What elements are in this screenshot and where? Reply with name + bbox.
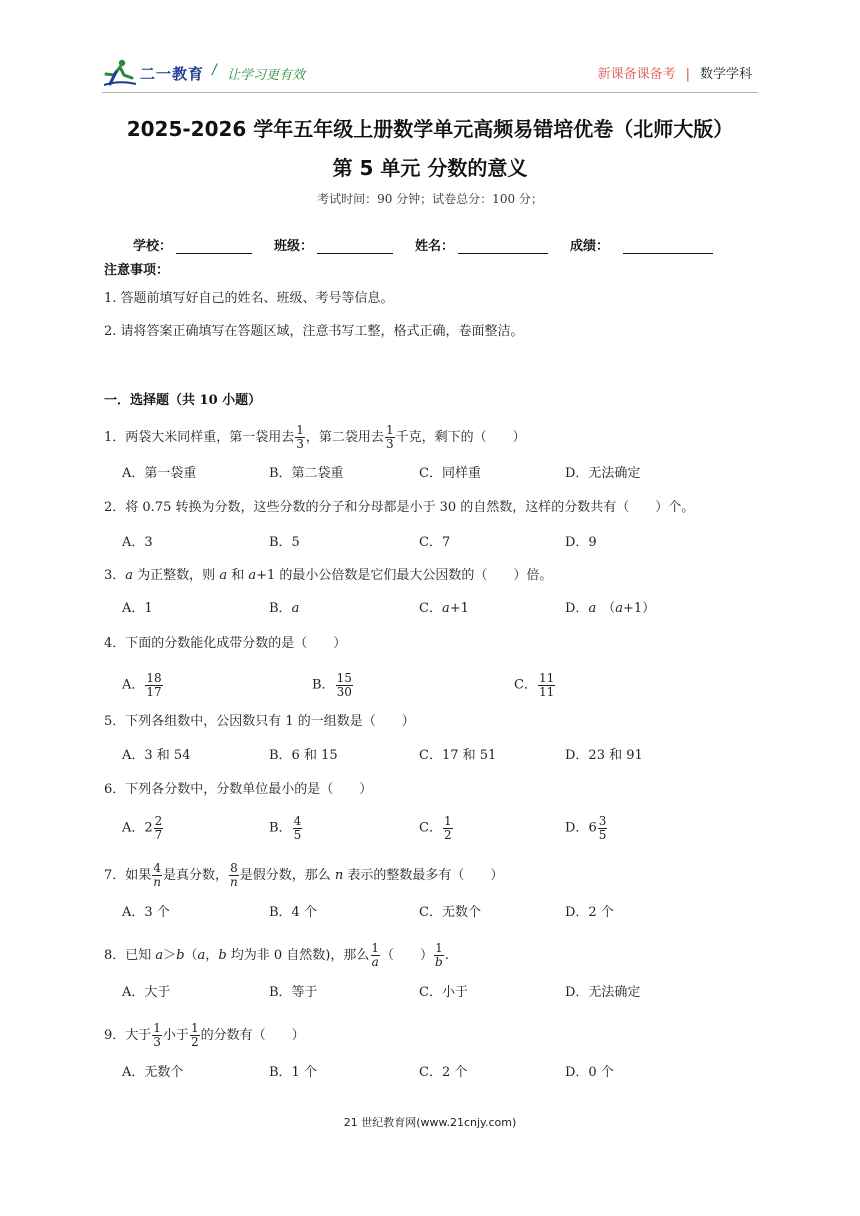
notice-title: 注意事项：: [104, 263, 170, 278]
option-a[interactable]: A．2 $\frac{2}{7}$: [122, 814, 163, 842]
question-4: 4．下面的分数能化成带分数的是（ ）: [104, 636, 347, 651]
option-b[interactable]: B．4 个: [269, 905, 317, 920]
brand-logo: [102, 58, 342, 90]
question-3: 3．a 为正整数，则 a 和 a+1 的最小公倍数是它们最大公因数的（ ）倍。: [104, 568, 553, 583]
option-b[interactable]: B． $\frac{4}{5}$: [269, 814, 302, 842]
option-d[interactable]: D．a （a+1）: [565, 601, 656, 616]
option-b[interactable]: B．a: [269, 601, 300, 616]
name-label: 姓名：: [415, 239, 455, 254]
option-c[interactable]: C．17 和 51: [419, 748, 497, 763]
question-8: 8．已知 a＞b（a，b 均为非 0 自然数)，那么 $\frac{1}{a}$ （ ） $\frac{1}{b}$ .: [104, 941, 449, 969]
option-b[interactable]: B． $\frac{15}{30}$: [312, 671, 352, 699]
question-3-options: [122, 597, 762, 621]
option-c[interactable]: C． $\frac{1}{2}$: [419, 814, 452, 842]
header-right: [598, 63, 752, 82]
student-info-fields: [133, 235, 735, 254]
option-a[interactable]: A．第一袋重: [122, 466, 197, 481]
class-field[interactable]: [274, 235, 393, 254]
school-label: 学校：: [133, 239, 173, 254]
option-a[interactable]: A．3 个: [122, 905, 170, 920]
option-a[interactable]: A． $\frac{18}{17}$: [122, 671, 162, 699]
question-5: 5．下列各组数中，公因数只有 1 的一组数是（ ）: [104, 714, 415, 729]
question-6: 6．下列各分数中，分数单位最小的是（ ）: [104, 782, 373, 797]
fraction: $\frac{1}{3}$: [385, 423, 394, 451]
slogan: 让学习更有效: [227, 68, 306, 83]
notice-item: 1. 答题前填写好自己的姓名、班级、考号等信息。: [104, 291, 394, 306]
logo-text: 二一教育: [140, 65, 205, 83]
option-b[interactable]: B．1 个: [269, 1065, 317, 1080]
option-a[interactable]: A．1: [122, 601, 153, 616]
question-7-options: [122, 901, 762, 925]
option-b[interactable]: B．第二袋重: [269, 466, 344, 481]
unit-title: 第 5 单元 分数的意义: [332, 156, 528, 180]
header-divider: [102, 92, 758, 93]
option-c[interactable]: C．2 个: [419, 1065, 468, 1080]
option-c[interactable]: C．7: [419, 535, 451, 550]
question-8-options: [122, 981, 762, 1005]
page-title: 2025-2026 学年五年级上册数学单元高频易错培优卷（北师大版）: [126, 117, 734, 141]
option-d[interactable]: D．6 $\frac{3}{5}$: [565, 814, 607, 842]
name-field[interactable]: [415, 235, 548, 254]
question-5-options: [122, 744, 762, 768]
score-field[interactable]: [570, 235, 713, 254]
option-c[interactable]: C． $\frac{11}{11}$: [514, 671, 555, 699]
header-tag-prep: 新课备课备考: [597, 67, 676, 82]
question-1: 1．两袋大米同样重，第一袋用去 $\frac{1}{3}$ ，第二袋用去 $\frac{1}{3}$ 千克，剩下的（ ）: [104, 423, 526, 451]
fraction: $\frac{1}{3}$: [296, 423, 304, 451]
option-a[interactable]: A．大于: [122, 985, 171, 1000]
option-a[interactable]: A．无数个: [122, 1065, 184, 1080]
exam-info: 考试时间：90 分钟；试卷总分：100 分；: [317, 192, 543, 206]
question-9-options: [122, 1061, 762, 1085]
option-d[interactable]: D．9: [565, 535, 597, 550]
question-4-options: [122, 672, 762, 704]
option-c[interactable]: C．小于: [419, 985, 468, 1000]
class-label: 班级：: [274, 239, 314, 254]
option-c[interactable]: C．同样重: [419, 466, 481, 481]
option-b[interactable]: B．5: [269, 535, 300, 550]
school-blank[interactable]: [176, 239, 252, 254]
school-field[interactable]: [133, 235, 252, 254]
option-c[interactable]: C．无数个: [419, 905, 481, 920]
option-c[interactable]: C．a+1: [419, 601, 469, 616]
option-d[interactable]: D．23 和 91: [565, 748, 643, 763]
question-2: 2．将 0.75 转换为分数，这些分数的分子和分母都是小于 30 的自然数，这样的分数共有（ ）个。: [104, 500, 695, 515]
score-label: 成绩：: [570, 239, 610, 254]
option-a[interactable]: A．3: [122, 535, 153, 550]
option-b[interactable]: B．6 和 15: [269, 748, 338, 763]
option-d[interactable]: D．0 个: [565, 1065, 614, 1080]
option-d[interactable]: D．2 个: [565, 905, 614, 920]
option-b[interactable]: B．等于: [269, 985, 318, 1000]
runner-logo-icon: [102, 58, 138, 88]
option-d[interactable]: D．无法确定: [565, 466, 641, 481]
option-d[interactable]: D．无法确定: [565, 985, 641, 1000]
page-footer: 21 世纪教育网(www.21cnjy.com): [343, 1116, 517, 1129]
score-blank[interactable]: [623, 239, 713, 254]
notice-item: 2. 请将答案正确填写在答题区域，注意书写工整，格式正确，卷面整洁。: [104, 324, 524, 339]
class-blank[interactable]: [317, 239, 393, 254]
header-separator: |: [685, 67, 690, 82]
question-1-options: [122, 462, 762, 486]
option-a[interactable]: A．3 和 54: [122, 748, 191, 763]
question-6-options: [122, 815, 762, 847]
header-subject: 数学学科: [699, 67, 752, 82]
question-9: 9．大于 $\frac{1}{3}$ 小于 $\frac{1}{2}$ 的分数有（ ）: [104, 1021, 305, 1049]
question-7: 7．如果 $\frac{4}{n}$ 是真分数， $\frac{8}{n}$ 是假分数，那么 n 表示的整数最多有（ ）: [104, 861, 504, 889]
question-2-options: [122, 531, 762, 555]
name-blank[interactable]: [458, 239, 548, 254]
section-title: 一．选择题（共 10 小题）: [104, 393, 262, 408]
slogan-separator: /: [212, 62, 217, 78]
